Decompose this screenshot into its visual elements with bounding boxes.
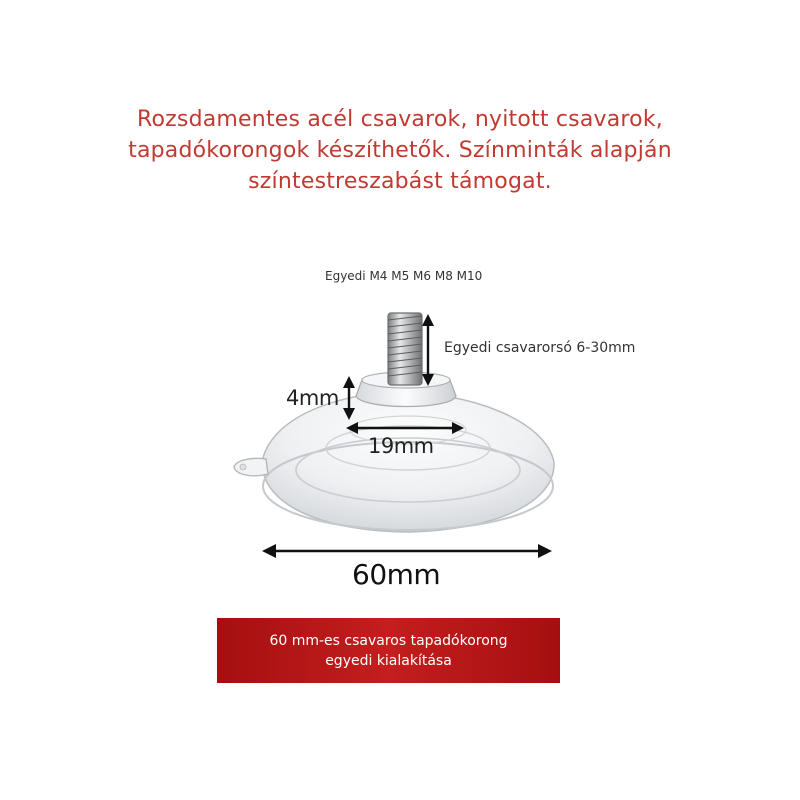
banner-line-1: 60 mm-es csavaros tapadókorong <box>269 632 508 649</box>
headline-line-1: Rozsdamentes acél csavarok, nyitott csavarok, <box>137 107 663 132</box>
threaded-screw <box>388 313 422 385</box>
outer-diameter-label: 60mm <box>352 558 441 591</box>
headline-line-2: tapadókorongok készíthetők. Színminták alapján <box>128 138 672 163</box>
caption-banner <box>217 618 560 683</box>
thread-sizes-label: Egyedi M4 M5 M6 M8 M10 <box>325 269 483 283</box>
suction-cup-body <box>262 392 554 532</box>
height-label: 4mm <box>286 386 339 410</box>
screw-length-label: Egyedi csavarorsó 6-30mm <box>444 340 636 356</box>
release-tab <box>234 458 268 475</box>
inner-diameter-label: 19mm <box>368 434 434 458</box>
outer-diameter-arrow <box>262 544 552 558</box>
headline-line-3: színtestreszabást támogat. <box>248 169 552 194</box>
banner-line-2: egyedi kialakítása <box>325 652 452 669</box>
screw-length-arrow <box>422 314 434 386</box>
